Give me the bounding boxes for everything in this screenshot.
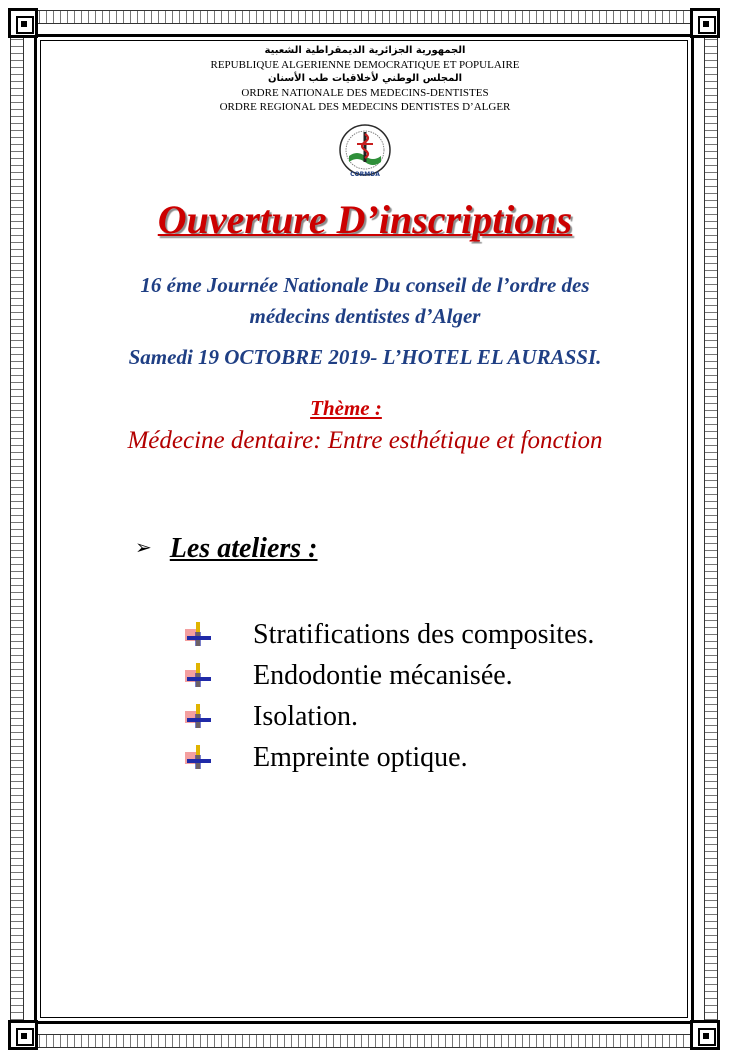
theme-text: Médecine dentaire: Entre esthétique et fonction bbox=[127, 427, 603, 454]
ateliers-heading-text: Les ateliers : bbox=[169, 533, 318, 564]
letterhead bbox=[0, 44, 730, 182]
national-order-line: ORDRE NATIONALE DES MEDECINS-DENTISTES bbox=[241, 87, 489, 99]
cross-bullet-icon bbox=[183, 661, 213, 691]
border-rail-top bbox=[32, 10, 696, 24]
arabic-council-line: المجلس الوطني لأخلاقيات طب الأسنان bbox=[267, 73, 463, 84]
arrow-bullet-icon: ➢ bbox=[135, 535, 152, 559]
atelier-text: Stratifications des composites. bbox=[253, 618, 595, 650]
subtitle-line-2: médecins dentistes d’Alger bbox=[249, 304, 481, 328]
subtitle-line-1: 16 éme Journée Nationale Du conseil de l’ordre des bbox=[140, 273, 590, 297]
atelier-text: Empreinte optique. bbox=[253, 741, 468, 773]
border-rail-bottom bbox=[32, 1034, 696, 1048]
cross-bullet-icon bbox=[183, 702, 213, 732]
list-item bbox=[183, 737, 594, 778]
ateliers-list bbox=[183, 614, 594, 778]
order-logo bbox=[335, 122, 395, 182]
list-item bbox=[183, 696, 594, 737]
page-title: Ouverture D’inscriptions bbox=[157, 197, 573, 242]
corner-ornament-icon bbox=[690, 1020, 720, 1050]
corner-ornament-icon bbox=[690, 8, 720, 38]
republic-line: REPUBLIQUE ALGERIENNE DEMOCRATIQUE ET POPULAIRE bbox=[210, 59, 520, 71]
event-subtitle bbox=[60, 270, 670, 332]
event-date: Samedi 19 OCTOBRE 2019- L’HOTEL EL AURASSI. bbox=[128, 345, 602, 369]
atelier-text: Endodontie mécanisée. bbox=[253, 659, 513, 691]
theme-label: Thème : bbox=[310, 396, 382, 420]
ateliers-heading bbox=[135, 533, 318, 565]
cross-bullet-icon bbox=[183, 743, 213, 773]
arabic-republic-line: الجمهورية الجزائرية الديمقراطية الشعبية bbox=[264, 45, 466, 56]
cross-bullet-icon bbox=[183, 620, 213, 650]
atelier-text: Isolation. bbox=[253, 700, 358, 732]
regional-order-line: ORDRE REGIONAL DES MEDECINS DENTISTES D’ALGER bbox=[219, 101, 511, 113]
list-item bbox=[183, 614, 594, 655]
list-item bbox=[183, 655, 594, 696]
corner-ornament-icon bbox=[8, 8, 38, 38]
corner-ornament-icon bbox=[8, 1020, 38, 1050]
inner-frame bbox=[34, 34, 694, 1024]
logo-caption: CORMDA bbox=[350, 171, 380, 178]
